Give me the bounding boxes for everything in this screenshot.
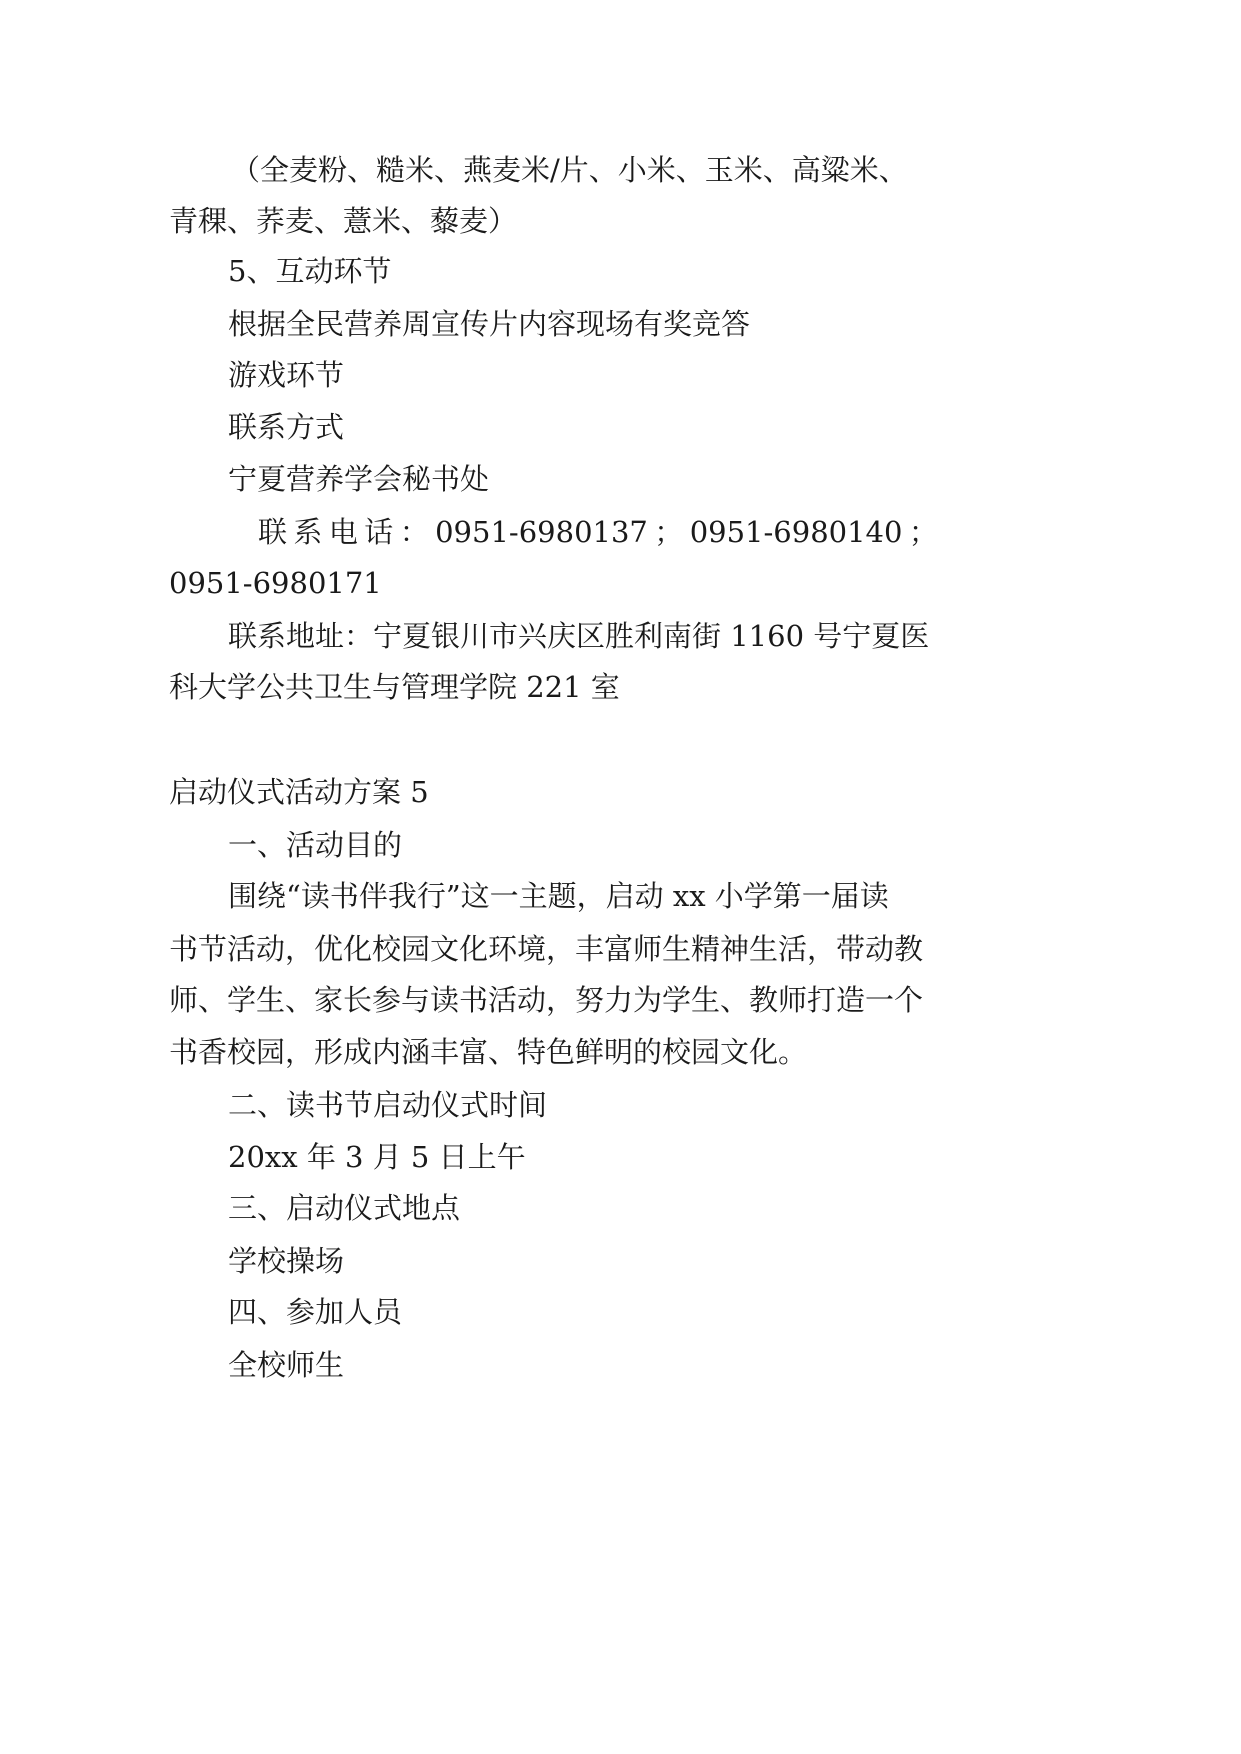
- contact-phone-separator: ；: [908, 515, 938, 549]
- section-heading-purpose: 一、活动目的: [228, 828, 403, 862]
- purpose-line-2: 书节活动，优化校园文化环境，丰富师生精神生活，带动教: [169, 932, 924, 966]
- contact-phone-char: 话: [364, 515, 394, 549]
- purpose-line-3: 师、学生、家长参与读书活动，努力为学生、教师打造一个: [169, 983, 924, 1017]
- section-heading-contact: 联系方式: [228, 410, 345, 444]
- contact-address-line-1: 联系地址：宁夏银川市兴庆区胜利南街 1160 号宁夏医: [228, 619, 930, 653]
- contact-phone-separator: ；: [654, 515, 684, 549]
- paragraph-secretariat: 宁夏营养学会秘书处: [228, 462, 490, 496]
- contact-phone-char: 系: [293, 515, 323, 549]
- document-section-title: 启动仪式活动方案 5: [169, 775, 429, 809]
- paragraph-game: 游戏环节: [228, 358, 345, 392]
- contact-phone-char: 电: [328, 515, 358, 549]
- section-heading-location: 三、启动仪式地点: [228, 1191, 461, 1225]
- contact-phone-line: [258, 512, 938, 552]
- section-heading-time: 二、读书节启动仪式时间: [228, 1088, 548, 1122]
- purpose-line-4: 书香校园，形成内涵丰富、特色鲜明的校园文化。: [169, 1035, 808, 1069]
- purpose-line-1: 围绕“读书伴我行”这一主题，启动 xx 小学第一届读: [228, 879, 889, 913]
- contact-phone-number: 0951-6980140: [689, 515, 903, 549]
- contact-phone-number: 0951-6980137: [435, 515, 648, 549]
- paragraph-quiz: 根据全民营养周宣传片内容现场有奖竞答: [228, 307, 751, 341]
- contact-address-line-2: 科大学公共卫生与管理学院 221 室: [169, 670, 620, 704]
- paragraph-time: 20xx 年 3 月 5 日上午: [228, 1140, 526, 1174]
- paragraph-location: 学校操场: [228, 1244, 345, 1278]
- grain-list-line-1: （全麦粉、糙米、燕麦米/片、小米、玉米、高粱米、: [231, 153, 908, 187]
- contact-phone-colon: ：: [399, 515, 429, 549]
- contact-phone-char: 联: [258, 515, 288, 549]
- paragraph-participants: 全校师生: [228, 1348, 345, 1382]
- section-heading-interaction: 5、互动环节: [228, 254, 392, 288]
- grain-list-line-2: 青稞、荞麦、薏米、藜麦）: [169, 204, 518, 238]
- section-heading-participants: 四、参加人员: [228, 1295, 403, 1329]
- contact-phone-number-continued: 0951-6980171: [169, 566, 382, 600]
